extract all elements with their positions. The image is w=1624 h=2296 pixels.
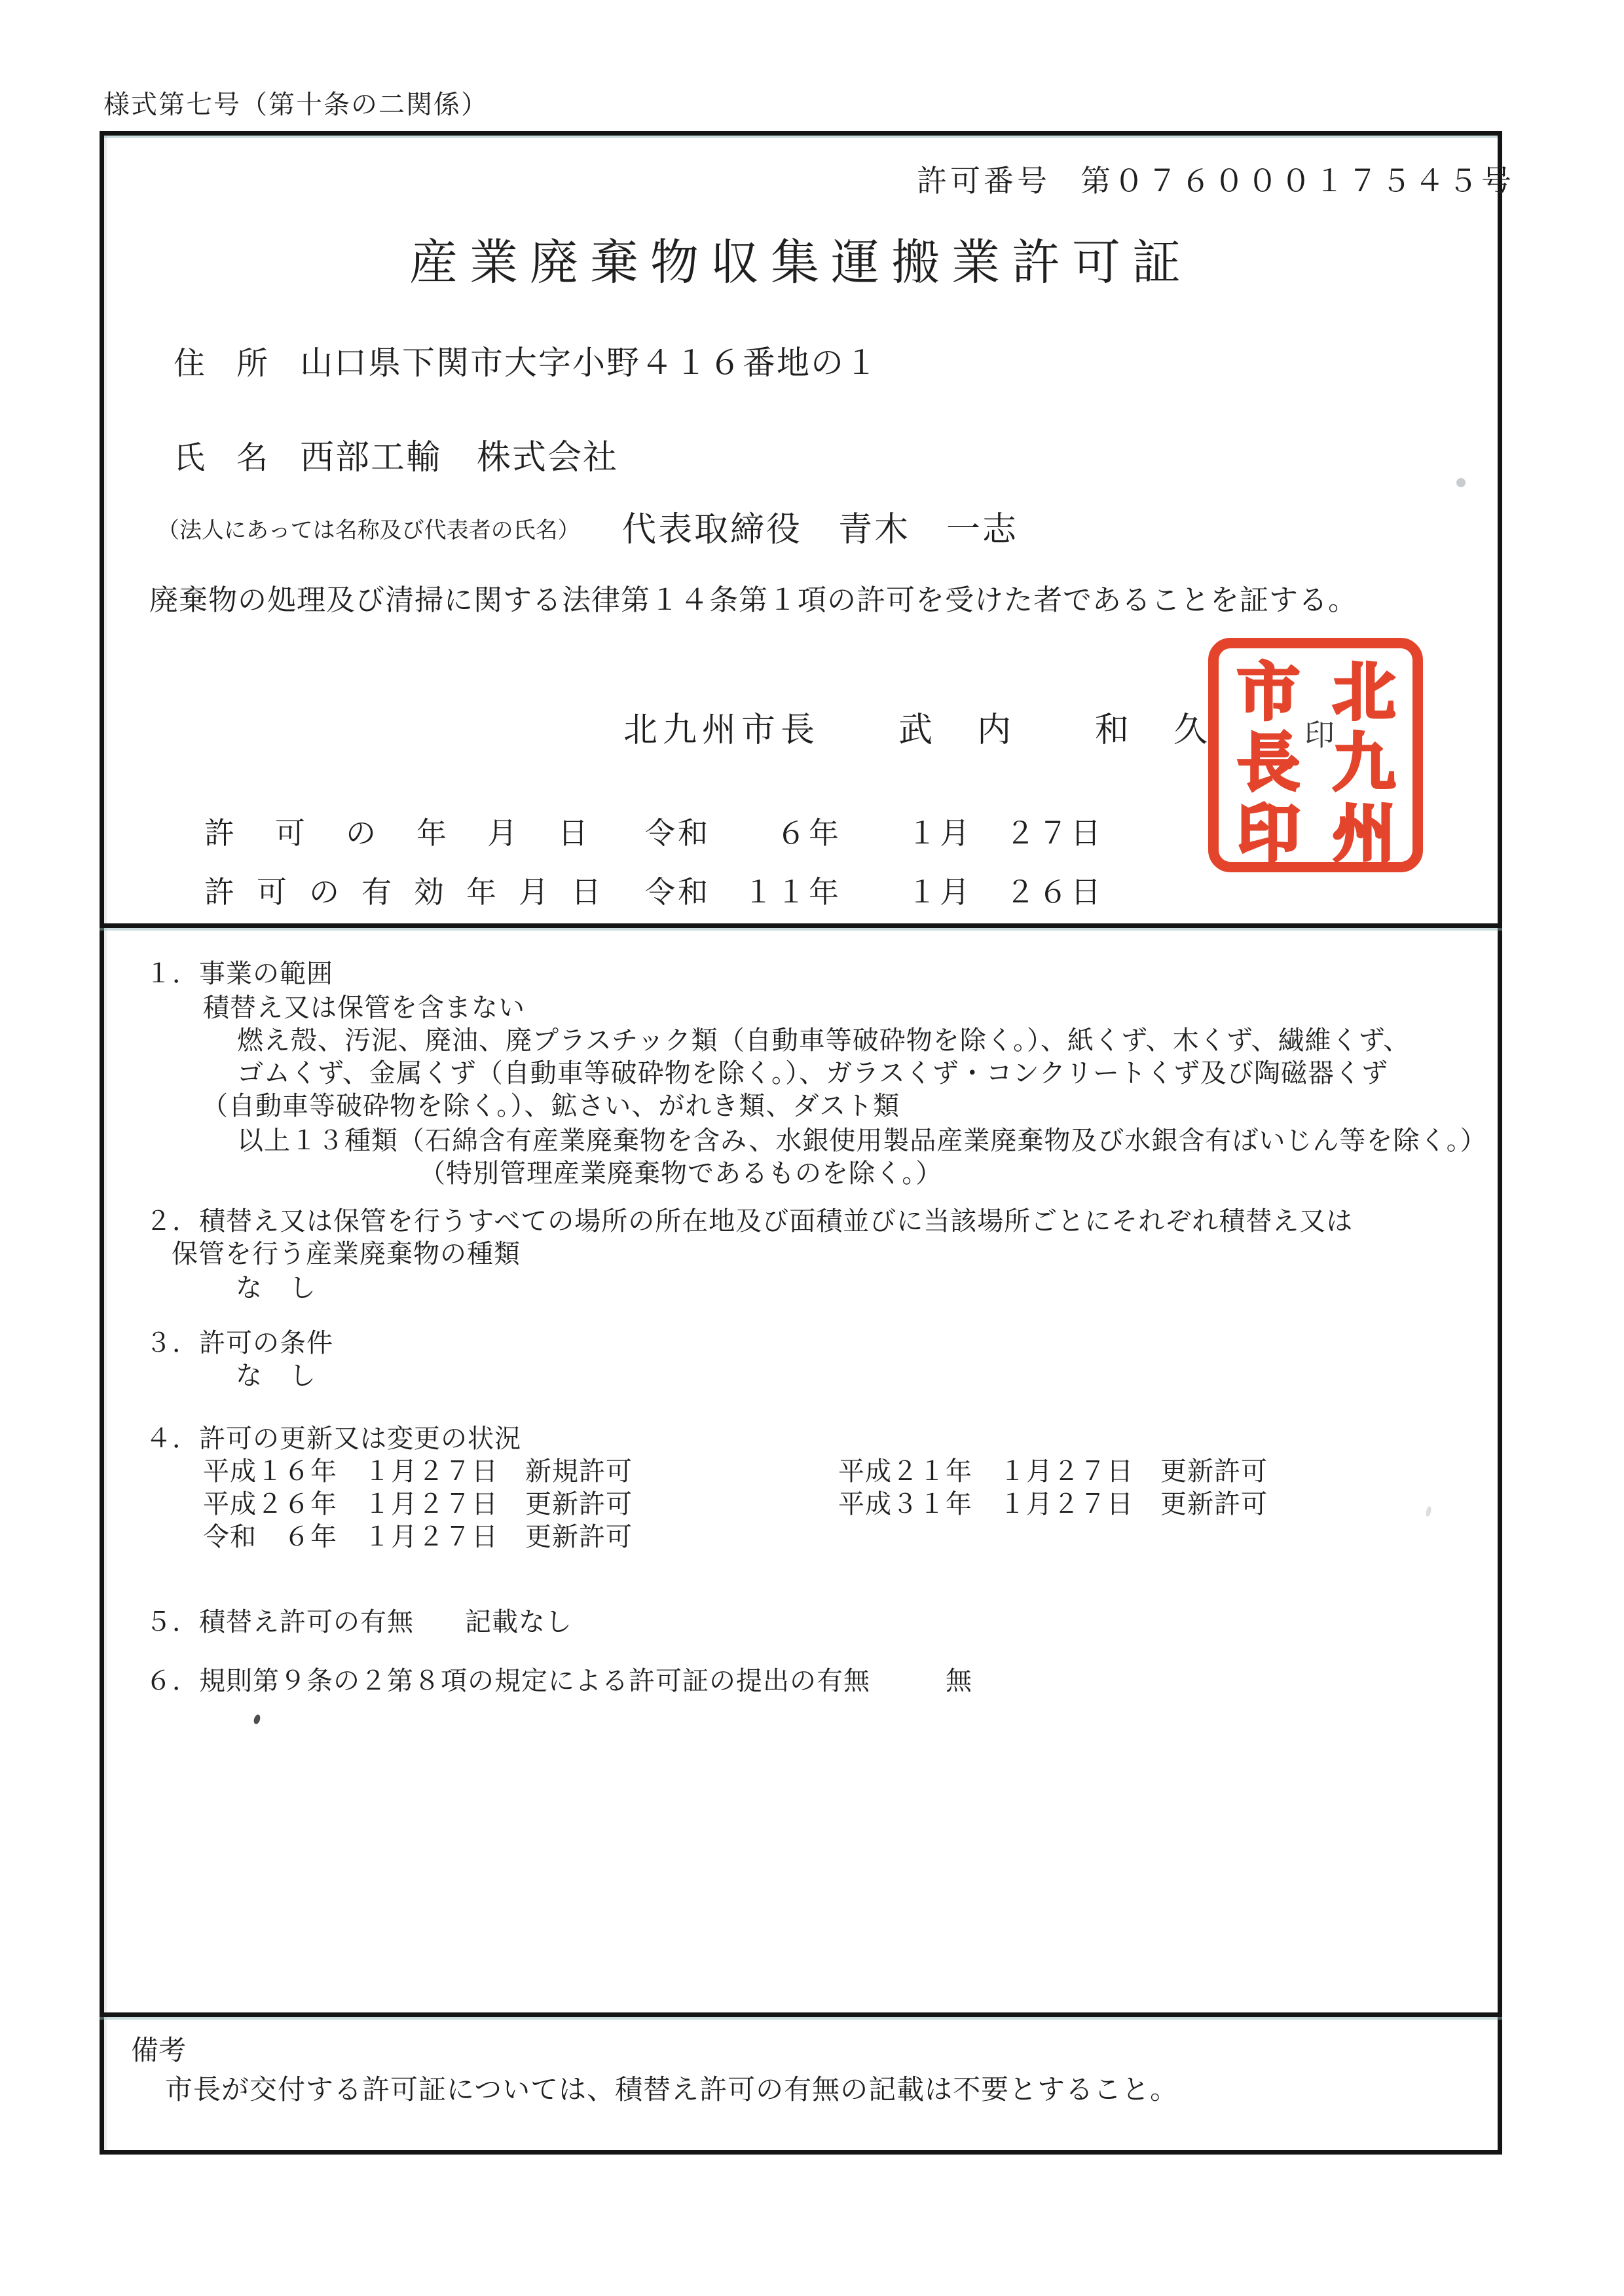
permit-number-label: 許可番号 <box>917 163 1050 198</box>
section6-value: 無 <box>946 1666 972 1696</box>
seal-char: 長 <box>1237 726 1300 800</box>
section5-value: 記載なし <box>465 1607 572 1637</box>
seal-char: 北 <box>1333 655 1395 729</box>
remarks-body: 市長が交付する許可証については、積替え許可の有無の記載は不要とすること。 <box>165 2073 1179 2105</box>
permit-number-value: 第０７６０００１７５４５号 <box>1080 163 1515 198</box>
section1-heading: １．事業の範囲 <box>145 959 333 989</box>
section4-heading: ４．許可の更新又は変更の状況 <box>145 1424 521 1454</box>
address-label: 住 所 <box>174 345 268 382</box>
header-section-divider <box>100 923 1502 928</box>
section1-line: ゴムくず、金属くず（自動車等破砕物を除く。）、ガラスくず・コンクリートくず及び陶磁器くず <box>237 1058 1388 1088</box>
renewal-history-entry: 令和 ６年 １月２７日 更新許可 <box>203 1522 633 1552</box>
section1-line: 積替え又は保管を含まない <box>203 993 525 1023</box>
section5-line <box>145 1601 572 1639</box>
section1-line: （自動車等破砕物を除く。）、鉱さい、がれき類、ダスト類 <box>202 1091 900 1121</box>
address-value: 山口県下関市大字小野４１６番地の１ <box>300 344 879 382</box>
form-number-label: 様式第七号（第十条の二関係） <box>103 90 489 120</box>
corporate-name-note: （法人にあっては名称及び代表者の氏名） <box>157 517 580 544</box>
name-label: 氏 名 <box>174 439 268 476</box>
expiry-date-label: 許可の有効年月日 <box>204 874 623 910</box>
renewal-history-entry: 平成３１年 １月２７日 更新許可 <box>838 1489 1268 1519</box>
remarks-heading: 備考 <box>131 2034 187 2066</box>
document-title: 産業廃棄物収集運搬業許可証 <box>409 234 1192 291</box>
seal-char: 州 <box>1333 796 1395 870</box>
renewal-history-entry: 平成２１年 １月２７日 更新許可 <box>838 1456 1268 1487</box>
kitakyushu-mayor-seal-stamp <box>1207 637 1424 874</box>
section3-value-none: な し <box>236 1361 316 1391</box>
representative-name: 代表取締役 青木 一志 <box>622 510 1019 549</box>
certification-statement: 廃棄物の処理及び清掃に関する法律第１４条第１項の許可を受けた者であることを証する。 <box>149 583 1357 617</box>
renewal-history-entry: 平成２６年 １月２７日 更新許可 <box>203 1489 633 1519</box>
section1-line: 燃え殻、汚泥、廃油、廃プラスチック類（自動車等破砕物を除く。）、紙くず、木くず、繊維くず、 <box>237 1026 1411 1056</box>
section5-label: ５．積替え許可の有無 <box>145 1607 414 1637</box>
name-value: 西部工輸 株式会社 <box>300 438 619 477</box>
seal-print-mark: 印 <box>1304 717 1335 752</box>
seal-char: 九 <box>1333 726 1395 800</box>
remarks-section-divider <box>100 2012 1502 2017</box>
section2-value-none: な し <box>236 1273 316 1303</box>
seal-char: 印 <box>1237 796 1300 870</box>
section1-line: （特別管理産業廃棄物であるものを除く。） <box>419 1158 943 1189</box>
permit-number-line <box>917 157 1515 200</box>
section2-heading: ２．積替え又は保管を行うすべての場所の所在地及び面積並びに当該場所ごとにそれぞれ積替え又は <box>145 1206 1354 1236</box>
section6-line <box>145 1660 972 1697</box>
section1-line: 以上１３種類（石綿含有産業廃棄物を含み、水銀使用製品産業廃棄物及び水銀含有ばいじん等を除く。） <box>237 1126 1487 1156</box>
seal-char: 市 <box>1237 655 1300 729</box>
permit-date-value: 令和 ６年 １月 ２７日 <box>645 815 1103 851</box>
scan-speck <box>1456 478 1466 487</box>
renewal-history-entry: 平成１６年 １月２７日 新規許可 <box>203 1456 633 1487</box>
issuer-mayor-name: 北九州市長 武 内 和 久 <box>623 711 1213 750</box>
section2-line: 保管を行う産業廃棄物の種類 <box>172 1239 521 1269</box>
permit-date-label: 許 可 の 年 月 日 <box>204 815 593 851</box>
expiry-date-value: 令和 １１年 １月 ２６日 <box>645 874 1103 910</box>
section3-heading: ３．許可の条件 <box>145 1328 333 1358</box>
section6-label: ６．規則第９条の２第８項の規定による許可証の提出の有無 <box>145 1666 870 1696</box>
